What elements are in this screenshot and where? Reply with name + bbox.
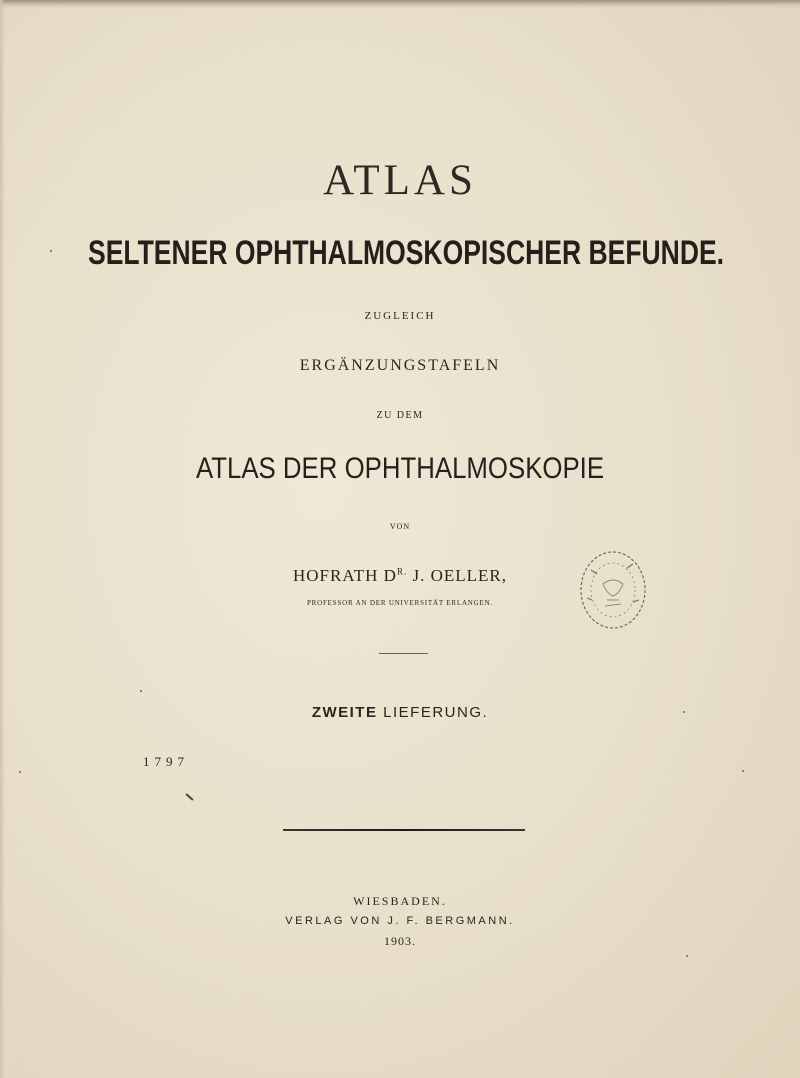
- place-text: WIESBADEN.: [353, 894, 447, 908]
- shelf-number: 1797: [143, 754, 189, 769]
- zugleich-text: ZUGLEICH: [364, 310, 436, 322]
- pencil-mark: [185, 793, 193, 801]
- year-text: 1903.: [384, 934, 416, 948]
- page-top-edge: [0, 0, 800, 9]
- author-dr: D: [383, 566, 397, 585]
- speck: [686, 955, 688, 957]
- speck: [50, 250, 52, 252]
- speck: [742, 770, 744, 772]
- author-line: [0, 566, 800, 586]
- main-title: ATLAS: [323, 157, 477, 204]
- lieferung-rest: LIEFERUNG.: [377, 704, 489, 721]
- speck: [19, 771, 21, 773]
- lieferung-bold: ZWEITE: [311, 704, 378, 721]
- zu-dem-text: ZU DEM: [376, 410, 424, 421]
- supplement-text: ERGÄNZUNGSTAFELN: [299, 357, 501, 374]
- long-divider: [283, 829, 525, 831]
- author-name: J. OELLER,: [407, 566, 507, 585]
- author-position: PROFESSOR AN DER UNIVERSITÄT ERLANGEN.: [306, 599, 494, 607]
- lieferung-line: [0, 704, 800, 721]
- von-text: VON: [389, 522, 411, 531]
- publisher-text: VERLAG VON J. F. BERGMANN.: [285, 915, 515, 927]
- author-dr-sup: R.: [396, 566, 408, 577]
- parent-work-title: ATLAS DER OPHTHALMOSKOPIE: [195, 452, 605, 485]
- speck: [140, 690, 142, 692]
- author-prefix: HOFRATH: [293, 566, 384, 585]
- library-stamp: [577, 548, 649, 632]
- subtitle: SELTENER OPHTHALMOSKOPISCHER BEFUNDE.: [88, 234, 725, 272]
- short-divider: [379, 653, 428, 654]
- speck: [683, 711, 685, 713]
